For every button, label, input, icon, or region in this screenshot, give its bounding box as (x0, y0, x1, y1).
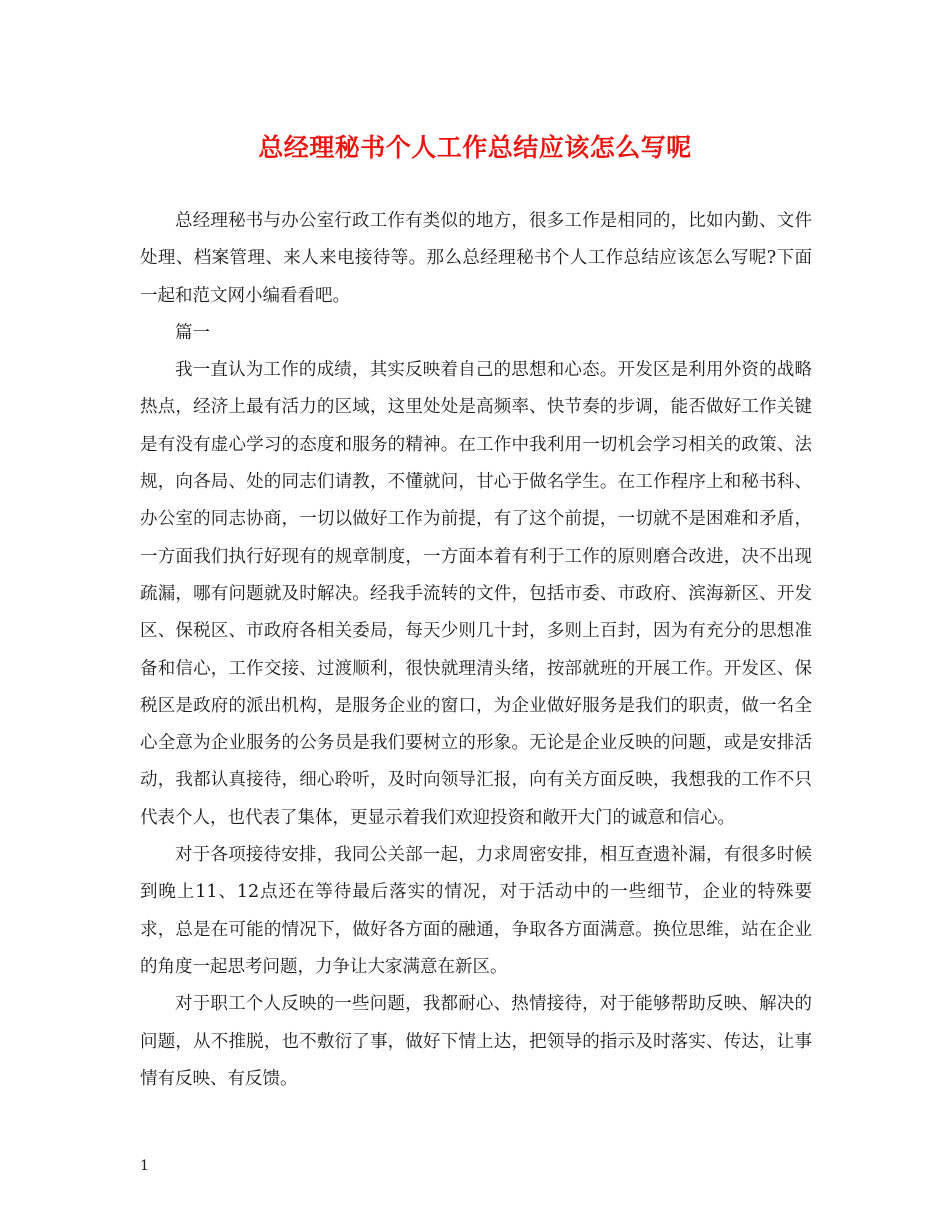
body-paragraph: 对于职工个人反映的一些问题，我都耐心、热情接待，对于能够帮助反映、解决的问题，从不推脱，也不敷衍了事，做好下情上达，把领导的指示及时落实、传达，让事情有反映、有反馈。 (140, 994, 812, 1089)
section-heading: 篇一 (175, 322, 210, 343)
body-paragraph: 对于各项接待安排，我同公关部一起，力求周密安排，相互查遗补漏，有很多时候到晚上11、12点还在等待最后落实的情况，对于活动中的一些细节，企业的特殊要求，总是在可能的情况下，做好各方面的融通，争取各方面满意。换位思维，站在企业的角度一起思考问题，力争让大家满意在新区。 (140, 845, 812, 977)
document-title: 总经理秘书个人工作总结应该怎么写呢 (258, 133, 692, 162)
body-paragraph: 我一直认为工作的成绩，其实反映着自己的思想和心态。开发区是利用外资的战略热点，经济上最有活力的区域，这里处处是高频率、快节奏的步调，能否做好工作关键是有没有虚心学习的态度和服务的精神。在工作中我利用一切机会学习相关的政策、法规，向各局、处的同志们请教，不懂就问，甘心于做名学生。在工作程序上和秘书科、办公室的同志协商，一切以做好工作为前提，有了这个前提，一切就不是困难和矛盾，一方面我们执行好现有的规章制度，一方面本着有利于工作的原则磨合改进，决不出现疏漏，哪有问题就及时解决。经我手流转的文件，包括市委、市政府、滨海新区、开发区、保税区、市政府各相关委局，每天少则几十封，多则上百封，因为有充分的思想准备和信心，工作交接、过渡顺利，很快就理清头绪，按部就班的开展工作。开发区、保税区是政府的派出机构，是服务企业的窗口，为企业做好服务是我们的职责，做一名全心全意为企业服务的公务员是我们要树立的形象。无论是企业反映的问题，或是安排活动，我都认真接待，细心聆听，及时向领导汇报，向有关方面反映，我想我的工作不只代表个人，也代表了集体，更显示着我们欢迎投资和敞开大门的诚意和信心。 (140, 360, 812, 828)
intro-paragraph: 总经理秘书与办公室行政工作有类似的地方，很多工作是相同的，比如内勤、文件处理、档案管理、来人来电接待等。那么总经理秘书个人工作总结应该怎么写呢?下面一起和范文网小编看看吧。 (140, 211, 812, 306)
page-number: 1 (140, 1158, 149, 1174)
document-body (140, 203, 812, 1098)
